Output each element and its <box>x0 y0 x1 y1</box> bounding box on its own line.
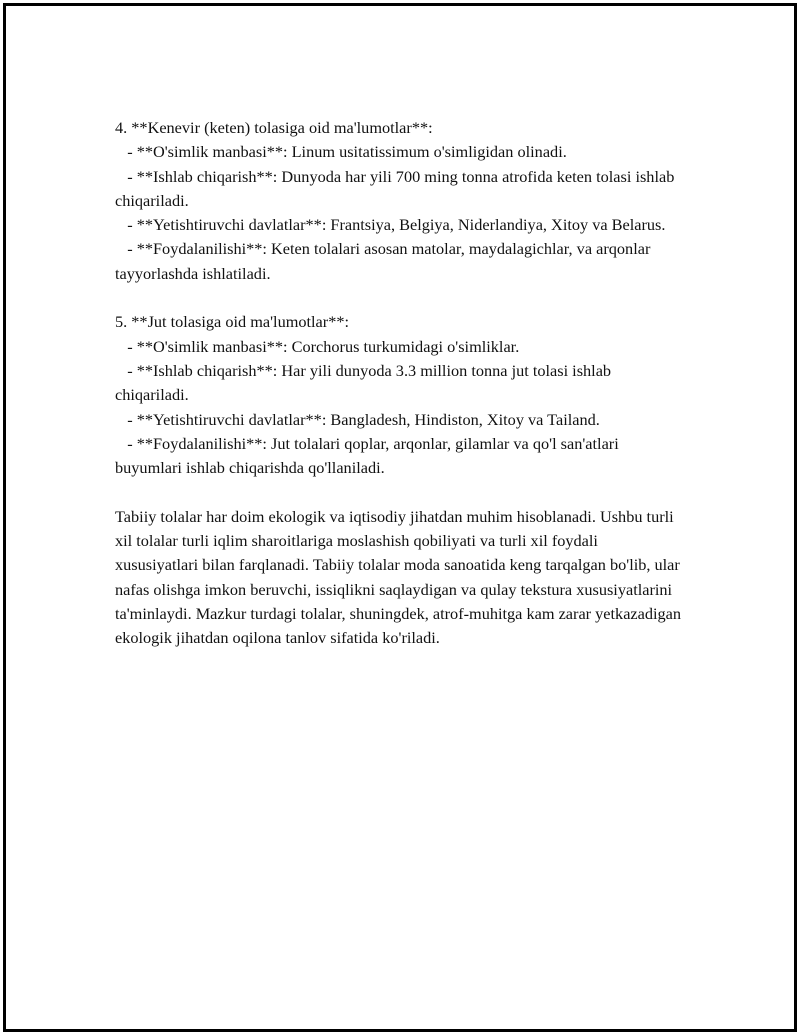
section-kenevir <box>115 116 685 286</box>
list-item-producing-countries: - **Yetishtiruvchi davlatlar**: Frantsiya, Belgiya, Niderlandiya, Xitoy va Belarus. <box>115 215 666 235</box>
list-item-producing-countries: - **Yetishtiruvchi davlatlar**: Bangladesh, Hindiston, Xitoy va Tailand. <box>115 409 600 429</box>
section-jut <box>115 310 685 480</box>
list-item-usage: - **Foydalanilishi**: Keten tolalari asosan matolar, maydalagichlar, va arqonlar tayyorlashda ishlatiladi. <box>115 239 655 283</box>
paragraph-gap <box>115 286 685 310</box>
list-item-plant-source: - **O'simlik manbasi**: Corchorus turkumidagi o'simliklar. <box>115 336 520 356</box>
conclusion-paragraph: Tabiiy tolalar har doim ekologik va iqtisodiy jihatdan muhim hisoblanadi. Ushbu turli xil tolalar turli iqlim sharoitlariga moslashish qobiliyati va turli xil foydali xususiyatlari bilan farqlanadi. Tabiiy tolalar moda sanoatida keng tarqalgan bo'lib, ular nafas olishga imkon beruvchi, issiqlikni saqlaydigan va qulay tekstura xususiyatlarini ta'minlaydi. Mazkur turdagi tolalar, shuningdek, atrof-muhitga kam zarar yetkazadigan ekologik jihatdan oqilona tanlov sifatida ko'riladi. <box>115 506 686 648</box>
list-item-plant-source: - **O'simlik manbasi**: Linum usitatissimum o'simligidan olinadi. <box>115 142 567 162</box>
list-item-usage: - **Foydalanilishi**: Jut tolalari qoplar, arqonlar, gilamlar va qo'l san'atlari buyumlari ishlab chiqarishda qo'llaniladi. <box>115 433 623 478</box>
section-heading: 4. **Kenevir (keten) tolasiga oid ma'lumotlar**: <box>115 118 433 137</box>
list-item-production: - **Ishlab chiqarish**: Dunyoda har yili 700 ming tonna atrofida keten tolasi ishlab chiqariladi. <box>115 166 679 210</box>
paragraph-gap <box>115 480 685 504</box>
list-item-production: - **Ishlab chiqarish**: Har yili dunyoda 3.3 million tonna jut tolasi ishlab chiqariladi. <box>115 360 616 405</box>
document-body <box>115 116 685 651</box>
section-heading: 5. **Jut tolasiga oid ma'lumotlar**: <box>115 312 350 332</box>
